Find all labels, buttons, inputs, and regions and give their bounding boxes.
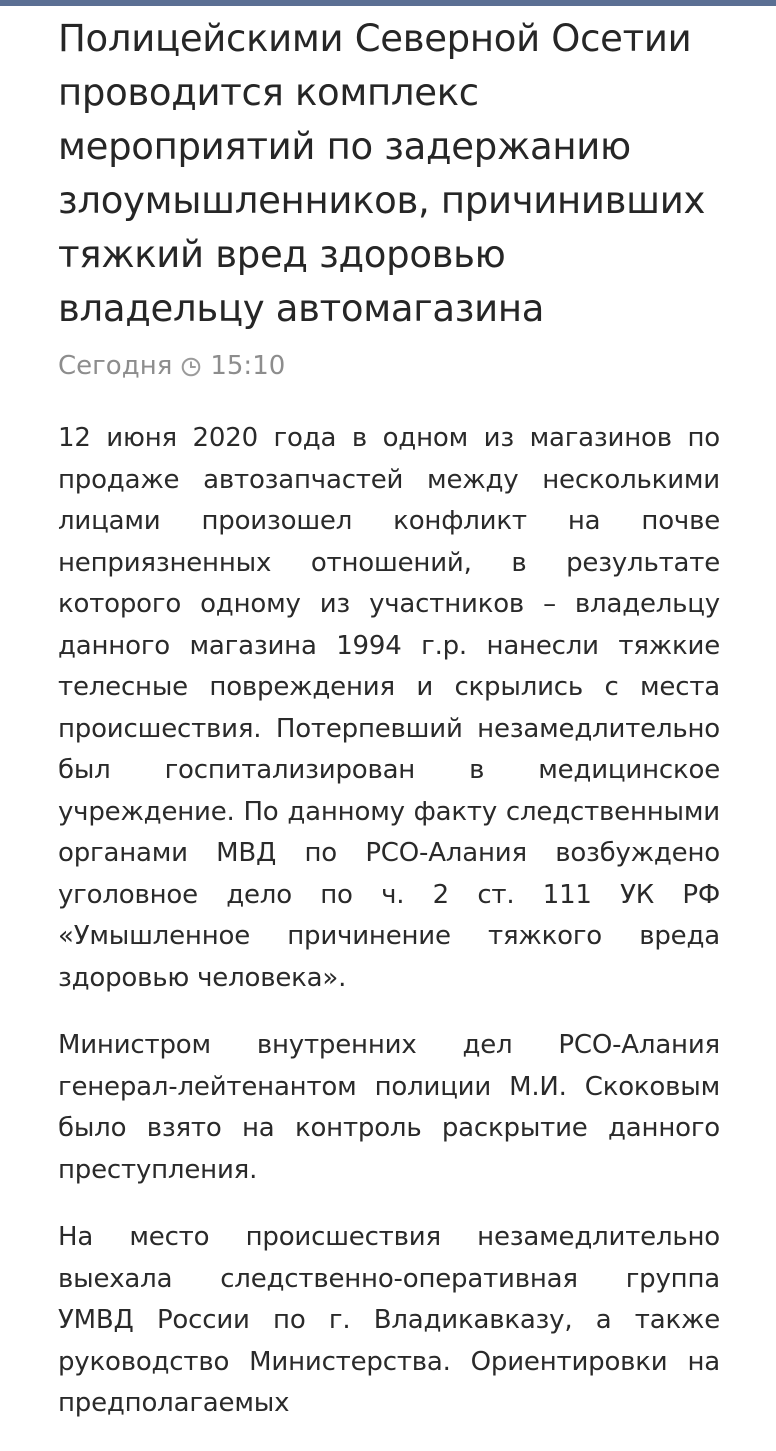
- article: [58, 12, 720, 1451]
- article-paragraph-2: Министром внутренних дел РСО-Алания генерал-лейтенантом полиции М.И. Скоковым было взято на контроль раскрытие данного преступления.: [58, 1030, 720, 1185]
- clock-icon: [180, 355, 202, 377]
- article-body: [58, 418, 720, 1425]
- article-paragraph-3: На место происшествия незамедлительно выехала следственно-оперативная группа УМВД России по г. Владикавказу, а также руководство Министерства. Ориентировки на предполагаемых: [58, 1222, 720, 1418]
- article-paragraph-1: 12 июня 2020 года в одном из магазинов по продаже автозапчастей между несколькими лицами произошел конфликт на почве неприязненных отношений, в результате которого одному из участников – владельцу данного магазина 1994 г.р. нанесли тяжкие телесные повреждения и скрылись с места происшествия. Потерпевший незамедлительно был госпитализирован в медицинское учреждение. По данному факту следственными органами МВД по РСО-Алания возбуждено уголовное дело по ч. 2 ст. 111 УК РФ «Умышленное причинение тяжкого вреда здоровью человека».: [58, 423, 720, 993]
- article-title: Полицейскими Северной Осетии проводится комплекс мероприятий по задержанию злоумышленников, причинивших тяжкий вред здоровью владельцу автомагазина: [58, 17, 706, 330]
- article-meta: [58, 346, 720, 386]
- article-time: 15:10: [210, 351, 286, 381]
- date-label: Сегодня: [58, 351, 173, 381]
- top-bar: [0, 0, 776, 6]
